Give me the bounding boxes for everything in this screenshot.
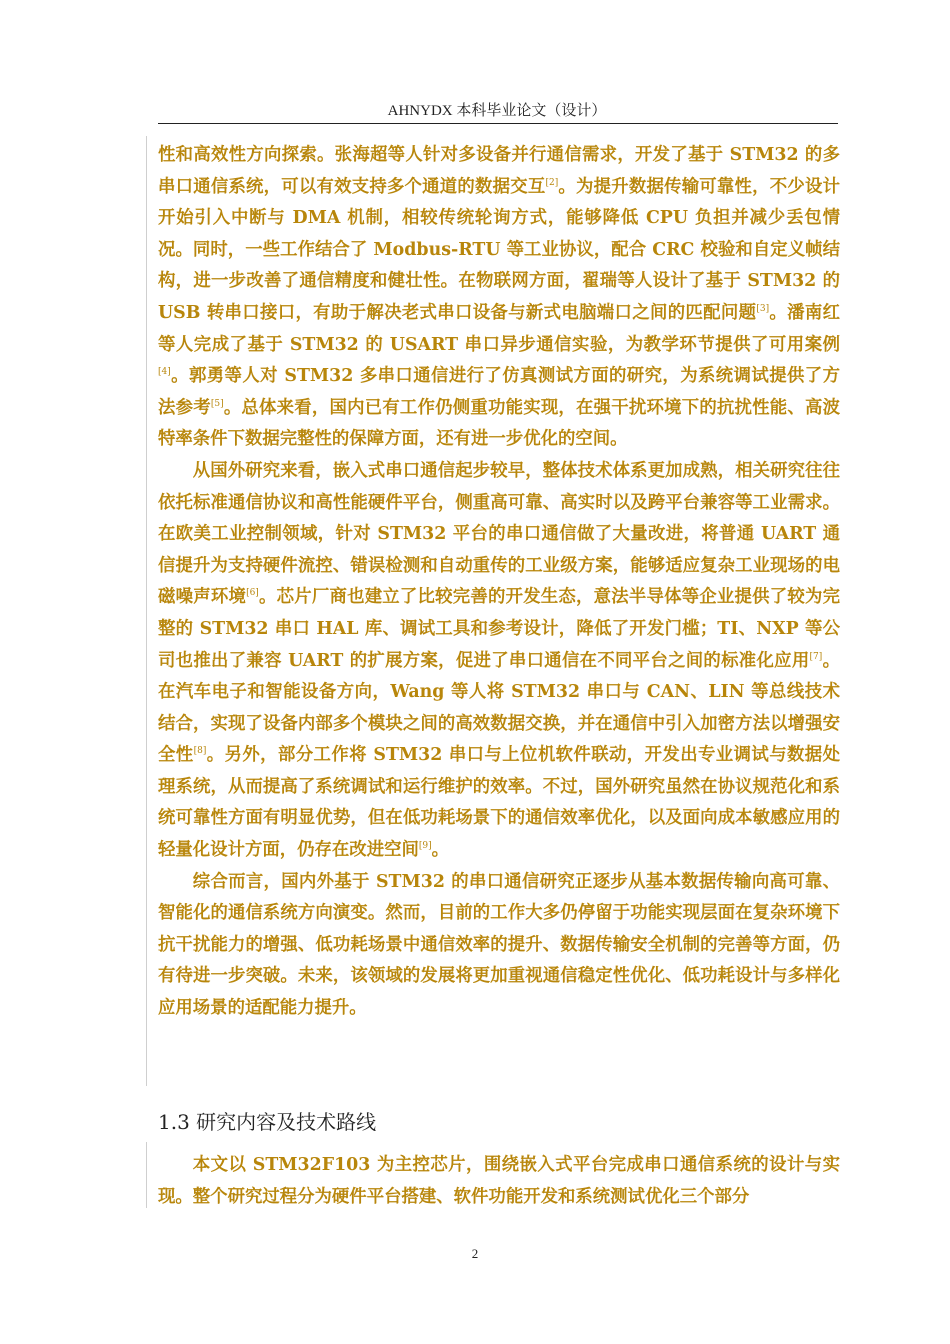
citation-ref[interactable]: [3]: [756, 304, 770, 315]
paragraph-text: 。总体来看，国内已有工作仍侧重功能实现，在强干扰环境下的抗扰性能、高波特率条件下数据完整性的保障方面，还有进一步优化的空间。: [158, 397, 840, 450]
paragraph-text: 性和高效性方向探索。张海超等人针对多设备并行通信需求，开发了基于 STM32 的多串口通信系统，可以有效支持多个通道的数据交互: [158, 145, 840, 197]
paragraph[interactable]: 本文以 STM32F103 为主控芯片，围绕嵌入式平台完成串口通信系统的设计与实现。整个研究过程分为硬件平台搭建、软件功能开发和系统测试优化三个部分: [158, 1155, 840, 1207]
citation-ref[interactable]: [7]: [809, 651, 823, 662]
paragraph-text: 。潘南红等人完成了基于 STM32 的 USART 串口异步通信实验，为教学环节提供了可用案例: [158, 302, 840, 355]
paragraph-text: 从国外研究来看，嵌入式串口通信起步较早，整体技术体系更加成熟，相关研究往往依托标准通信协议和高性能硬件平台，侧重高可靠、高实时以及跨平台兼容等工业需求。在欧美工业控制领域，针对 STM32 平台的串口通信做了大量改进，将普通 UART 通信提升为支持硬件流控、错误检测和自动重传的工业级方案，能够适应复杂工业现场的电磁噪声环境: [158, 460, 840, 608]
paragraph-text: 。为提升数据传输可靠性，不少设计开始引入中断与 DMA 机制，相较传统轮询方式，能够降低 CPU 负担并减少丢包情况。同时，一些工作结合了 Modbus-RTU 等工业协议，配合 CRC 校验和自定义帧结构，进一步改善了通信精度和健壮性。在物联网方面，翟瑞等人设计了基于 STM32 的 USB 转串口接口，有助于解决老式串口设备与新式电脑端口之间的匹配问题: [158, 176, 840, 323]
revision-margin-line: [146, 1142, 147, 1208]
running-header: AHNYDX 本科毕业论文（设计）: [387, 103, 607, 119]
citation-ref[interactable]: [8]: [193, 746, 207, 757]
citation-ref[interactable]: [5]: [210, 398, 224, 409]
paragraph-text: 。: [431, 840, 450, 861]
paragraph[interactable]: [158, 867, 840, 1025]
paragraph-text: 。郭勇等人对 STM32 多串口通信进行了仿真测试方面的研究，为系统调试提供了方法参考: [158, 366, 840, 418]
header-rule: [158, 123, 838, 124]
paragraph[interactable]: [158, 140, 840, 456]
paragraph-text: 。芯片厂商也建立了比较完善的开发生态，意法半导体等企业提供了较为完整的 STM32 串口 HAL 库、调试工具和参考设计，降低了开发门槛；TI、NXP 等公司也推出了兼容 UART 的扩展方案，促进了串口通信在不同平台之间的标准化应用: [158, 587, 840, 671]
body-text: [158, 140, 840, 1025]
section-body-text: [158, 1150, 840, 1213]
paragraph-text: 。在汽车电子和智能设备方向，Wang 等人将 STM32 串口与 CAN、LIN 等总线技术结合，实现了设备内部多个模块之间的高效数据交换，并在通信中引入加密方法以增强安全性: [158, 650, 840, 766]
citation-ref[interactable]: [6]: [246, 588, 259, 599]
page-number: 2: [471, 1246, 479, 1261]
citation-ref[interactable]: [9]: [418, 841, 432, 852]
paragraph-text: 综合而言，国内外基于 STM32 的串口通信研究正逐步从基本数据传输向高可靠、智能化的通信系统方向演变。然而，目前的工作大多仍停留于功能实现层面在复杂环境下抗干扰能力的增强、低功耗场景中通信效率的提升、数据传输安全机制的完善等方面，仍有待进一步突破。未来，该领域的发展将更加重视通信稳定性优化、低功耗设计与多样化应用场景的适配能力提升。: [158, 871, 840, 1019]
citation-ref[interactable]: [4]: [158, 367, 171, 378]
section-heading: 1.3 研究内容及技术路线: [158, 1110, 377, 1134]
paragraph-text: 。另外，部分工作将 STM32 串口与上位机软件联动，开发出专业调试与数据处理系统，从而提高了系统调试和运行维护的效率。不过，国外研究虽然在协议规范化和系统可靠性方面有明显优势，但在低功耗场景下的通信效率优化，以及面向成本敏感应用的轻量化设计方面，仍存在改进空间: [158, 745, 840, 861]
paragraph[interactable]: [158, 456, 840, 867]
revision-margin-line: [146, 136, 147, 1086]
citation-ref[interactable]: [2]: [545, 177, 559, 188]
